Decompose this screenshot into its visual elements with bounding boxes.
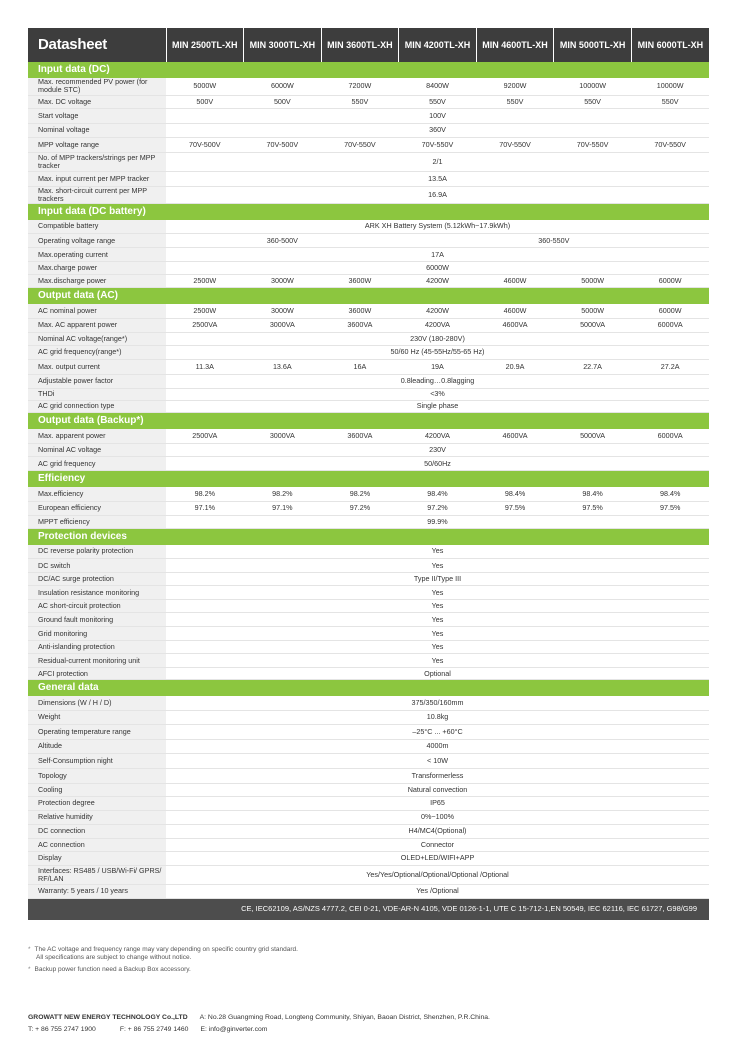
- spec-row: [28, 374, 709, 388]
- spec-value: Yes: [166, 559, 709, 573]
- spec-value: Yes: [166, 545, 709, 559]
- certifications-row: [28, 898, 709, 920]
- section-title: Output data (AC): [28, 288, 709, 305]
- spec-value: 230V (180-280V): [166, 332, 709, 345]
- spec-label: Cooling: [28, 783, 166, 796]
- spec-row: [28, 865, 709, 884]
- spec-value: 2/1: [166, 152, 709, 171]
- spec-value: Yes /Optional: [166, 884, 709, 898]
- spec-value: 4200VA: [399, 318, 477, 332]
- spec-label: Max.charge power: [28, 262, 166, 275]
- section-title: Input data (DC): [28, 62, 709, 78]
- spec-label: MPPT efficiency: [28, 515, 166, 528]
- footnote-text: The AC voltage and frequency range may vary depending on specific country grid standard.: [34, 946, 298, 953]
- spec-row: [28, 824, 709, 838]
- spec-value: 7200W: [321, 78, 399, 95]
- spec-label: Grid monitoring: [28, 627, 166, 641]
- spec-label: Max. recommended PV power (for module STC): [28, 78, 166, 95]
- spec-label: Relative humidity: [28, 810, 166, 824]
- spec-row: [28, 457, 709, 471]
- spec-row: [28, 573, 709, 586]
- spec-label: Nominal AC voltage(range*): [28, 332, 166, 345]
- spec-value: 6000VA: [631, 429, 709, 444]
- spec-row: [28, 654, 709, 668]
- spec-value: 98.2%: [321, 487, 399, 501]
- spec-value: 4600W: [476, 304, 554, 318]
- section-title: Efficiency: [28, 471, 709, 488]
- spec-label: AC grid frequency(range*): [28, 345, 166, 359]
- section-header: [28, 62, 709, 78]
- spec-value: 70V-550V: [321, 137, 399, 152]
- spec-row: [28, 586, 709, 600]
- spec-label: Max. DC voltage: [28, 95, 166, 108]
- spec-value: Yes/Yes/Optional/Optional/Optional /Optional: [166, 865, 709, 884]
- spec-value: 360-500V: [166, 234, 399, 248]
- spec-value: 3600W: [321, 304, 399, 318]
- spec-label: Anti-islanding protection: [28, 641, 166, 654]
- footnotes: [28, 946, 298, 978]
- spec-value: 17A: [166, 248, 709, 262]
- section-header: [28, 412, 709, 429]
- spec-label: Residual-current monitoring unit: [28, 654, 166, 668]
- footnote-marker: *: [28, 946, 31, 953]
- spec-value: Yes: [166, 613, 709, 627]
- spec-row: [28, 359, 709, 374]
- spec-value: 360-550V: [399, 234, 709, 248]
- spec-value: Type II/Type III: [166, 573, 709, 586]
- spec-value: 13.6A: [244, 359, 322, 374]
- spec-value: 360V: [166, 123, 709, 137]
- spec-row: [28, 710, 709, 724]
- section-header: [28, 471, 709, 488]
- spec-value: 98.4%: [476, 487, 554, 501]
- spec-value: 5000W: [554, 304, 632, 318]
- model-header: MIN 5000TL-XH: [554, 28, 632, 62]
- spec-row: [28, 220, 709, 234]
- spec-value: Transformerless: [166, 768, 709, 783]
- spec-row: [28, 78, 709, 95]
- spec-row: [28, 248, 709, 262]
- model-header: MIN 3600TL-XH: [321, 28, 399, 62]
- spec-label: Max. output current: [28, 359, 166, 374]
- spec-label: Dimensions (W / H / D): [28, 696, 166, 710]
- spec-table: [28, 28, 709, 920]
- spec-row: [28, 108, 709, 123]
- spec-row: [28, 739, 709, 753]
- spec-value: 3000VA: [244, 318, 322, 332]
- spec-value: 70V-550V: [476, 137, 554, 152]
- datasheet-title: Datasheet: [28, 28, 166, 62]
- spec-value: 98.2%: [166, 487, 244, 501]
- spec-value: 3000W: [244, 275, 322, 288]
- spec-value: 6000W: [631, 304, 709, 318]
- spec-value: Yes: [166, 654, 709, 668]
- spec-label: MPP voltage range: [28, 137, 166, 152]
- spec-value: 4600VA: [476, 318, 554, 332]
- spec-value: OLED+LED/WIFI+APP: [166, 851, 709, 865]
- spec-value: 550V: [476, 95, 554, 108]
- spec-label: DC connection: [28, 824, 166, 838]
- spec-row: [28, 388, 709, 400]
- spec-value: 10.8kg: [166, 710, 709, 724]
- spec-row: [28, 501, 709, 515]
- spec-value: 4200W: [399, 304, 477, 318]
- spec-label: Max. input current per MPP tracker: [28, 171, 166, 186]
- spec-row: [28, 851, 709, 865]
- spec-value: 4200W: [399, 275, 477, 288]
- spec-row: [28, 838, 709, 851]
- spec-value: Yes: [166, 627, 709, 641]
- spec-row: [28, 137, 709, 152]
- spec-value: ARK XH Battery System (5.12kWh~17.9kWh): [166, 220, 709, 234]
- spec-value: 70V-550V: [399, 137, 477, 152]
- spec-value: Yes: [166, 600, 709, 613]
- spec-label: Nominal AC voltage: [28, 444, 166, 457]
- company-fax: F: + 86 755 2749 1460: [119, 1026, 189, 1033]
- spec-value: H4/MC4(Optional): [166, 824, 709, 838]
- footnote-text: Backup power function need a Backup Box accessory.: [34, 966, 191, 973]
- spec-value: 98.4%: [554, 487, 632, 501]
- spec-value: 20.9A: [476, 359, 554, 374]
- header-row: [28, 28, 709, 62]
- spec-value: 98.4%: [631, 487, 709, 501]
- company-tel: T: + 86 755 2747 1900: [28, 1026, 96, 1033]
- spec-value: 5000W: [166, 78, 244, 95]
- spec-value: 4200VA: [399, 429, 477, 444]
- spec-row: [28, 810, 709, 824]
- spec-value: 70V-500V: [244, 137, 322, 152]
- spec-value: 10000W: [554, 78, 632, 95]
- spec-label: AC grid connection type: [28, 400, 166, 412]
- spec-row: [28, 332, 709, 345]
- spec-value: 97.5%: [631, 501, 709, 515]
- spec-value: 97.5%: [476, 501, 554, 515]
- spec-value: 0.8leading…0.8lagging: [166, 374, 709, 388]
- spec-value: 0%~100%: [166, 810, 709, 824]
- spec-row: [28, 304, 709, 318]
- spec-label: DC/AC surge protection: [28, 573, 166, 586]
- spec-value: 70V-550V: [554, 137, 632, 152]
- spec-value: –25°C ... +60°C: [166, 724, 709, 739]
- spec-value: 550V: [631, 95, 709, 108]
- spec-value: 16.9A: [166, 186, 709, 203]
- spec-label: Max.discharge power: [28, 275, 166, 288]
- datasheet: [28, 28, 709, 920]
- spec-label: Max. apparent power: [28, 429, 166, 444]
- spec-label: Max. AC apparent power: [28, 318, 166, 332]
- spec-value: 500V: [166, 95, 244, 108]
- section-title: Output data (Backup*): [28, 412, 709, 429]
- spec-value: 550V: [554, 95, 632, 108]
- spec-value: Single phase: [166, 400, 709, 412]
- spec-value: 550V: [399, 95, 477, 108]
- spec-row: [28, 753, 709, 768]
- spec-label: Display: [28, 851, 166, 865]
- spec-value: 3600W: [321, 275, 399, 288]
- spec-value: 375/350/160mm: [166, 696, 709, 710]
- spec-label: Altitude: [28, 739, 166, 753]
- section-title: Input data (DC battery): [28, 203, 709, 220]
- spec-label: Compatible battery: [28, 220, 166, 234]
- spec-value: 16A: [321, 359, 399, 374]
- spec-row: [28, 627, 709, 641]
- spec-row: [28, 186, 709, 203]
- spec-value: 6000W: [631, 275, 709, 288]
- model-header: MIN 3000TL-XH: [244, 28, 322, 62]
- spec-value: 5000VA: [554, 429, 632, 444]
- spec-row: [28, 318, 709, 332]
- spec-value: Optional: [166, 668, 709, 680]
- spec-value: Connector: [166, 838, 709, 851]
- spec-value: 4000m: [166, 739, 709, 753]
- spec-label: AC nominal power: [28, 304, 166, 318]
- spec-label: AC short-circuit protection: [28, 600, 166, 613]
- spec-value: 70V-550V: [631, 137, 709, 152]
- spec-value: 550V: [321, 95, 399, 108]
- spec-value: 97.2%: [321, 501, 399, 515]
- spec-row: [28, 724, 709, 739]
- spec-value: 6000W: [166, 262, 709, 275]
- footnote-text: All specifications are subject to change without notice.: [36, 954, 192, 961]
- section-header: [28, 203, 709, 220]
- spec-value: Yes: [166, 641, 709, 654]
- spec-value: 9200W: [476, 78, 554, 95]
- spec-label: DC reverse polarity protection: [28, 545, 166, 559]
- spec-label: AC connection: [28, 838, 166, 851]
- spec-value: 230V: [166, 444, 709, 457]
- spec-label: Weight: [28, 710, 166, 724]
- spec-value: 98.4%: [399, 487, 477, 501]
- spec-row: [28, 95, 709, 108]
- spec-value: 97.1%: [244, 501, 322, 515]
- spec-value: 6000VA: [631, 318, 709, 332]
- section-title: Protection devices: [28, 528, 709, 545]
- spec-value: 2500VA: [166, 429, 244, 444]
- spec-value: 50/60 Hz (45-55Hz/55-65 Hz): [166, 345, 709, 359]
- model-header: MIN 4600TL-XH: [476, 28, 554, 62]
- spec-label: No. of MPP trackers/strings per MPP tracker: [28, 152, 166, 171]
- spec-row: [28, 429, 709, 444]
- company-email: E: info@ginverter.com: [200, 1026, 268, 1033]
- spec-label: Max. short-circuit current per MPP trackers: [28, 186, 166, 203]
- spec-label: European efficiency: [28, 501, 166, 515]
- certifications: CE, IEC62109, AS/NZS 4777.2, CEI 0-21, VDE-AR-N 4105, VDE 0126-1-1, UTE C 15-712-1,EN 50549, IEC 62116, IEC 61727, G98/G99: [28, 898, 709, 920]
- spec-label: Adjustable power factor: [28, 374, 166, 388]
- spec-label: THDi: [28, 388, 166, 400]
- spec-value: 100V: [166, 108, 709, 123]
- spec-row: [28, 152, 709, 171]
- spec-label: Topology: [28, 768, 166, 783]
- section-header: [28, 288, 709, 305]
- footnote-marker: *: [28, 966, 31, 973]
- spec-label: AC grid frequency: [28, 457, 166, 471]
- spec-value: 97.5%: [554, 501, 632, 515]
- spec-label: Operating voltage range: [28, 234, 166, 248]
- spec-value: 70V-500V: [166, 137, 244, 152]
- spec-row: [28, 400, 709, 412]
- spec-value: 13.5A: [166, 171, 709, 186]
- spec-row: [28, 262, 709, 275]
- spec-value: 3600VA: [321, 318, 399, 332]
- spec-label: Interfaces: RS485 / USB/Wi-Fi/ GPRS/ RF/LAN: [28, 865, 166, 884]
- spec-label: Protection degree: [28, 796, 166, 810]
- spec-value: 98.2%: [244, 487, 322, 501]
- spec-row: [28, 768, 709, 783]
- spec-row: [28, 641, 709, 654]
- spec-value: 5000W: [554, 275, 632, 288]
- spec-value: 3000W: [244, 304, 322, 318]
- footnote: [28, 966, 298, 974]
- spec-row: [28, 696, 709, 710]
- spec-value: IP65: [166, 796, 709, 810]
- spec-value: <3%: [166, 388, 709, 400]
- spec-row: [28, 515, 709, 528]
- spec-value: Natural convection: [166, 783, 709, 796]
- spec-label: Max.efficiency: [28, 487, 166, 501]
- spec-value: 500V: [244, 95, 322, 108]
- spec-value: Yes: [166, 586, 709, 600]
- spec-value: 3600VA: [321, 429, 399, 444]
- spec-value: 4600W: [476, 275, 554, 288]
- spec-row: [28, 600, 709, 613]
- spec-value: 8400W: [399, 78, 477, 95]
- spec-row: [28, 275, 709, 288]
- footnote: [28, 946, 298, 962]
- spec-value: 22.7A: [554, 359, 632, 374]
- spec-label: Self-Consumption night: [28, 753, 166, 768]
- spec-value: 97.2%: [399, 501, 477, 515]
- spec-value: < 10W: [166, 753, 709, 768]
- section-title: General data: [28, 680, 709, 697]
- spec-value: 2500VA: [166, 318, 244, 332]
- spec-row: [28, 668, 709, 680]
- spec-label: Start voltage: [28, 108, 166, 123]
- spec-label: Nominal voltage: [28, 123, 166, 137]
- spec-label: Warranty: 5 years / 10 years: [28, 884, 166, 898]
- spec-value: 11.3A: [166, 359, 244, 374]
- spec-row: [28, 796, 709, 810]
- spec-row: [28, 545, 709, 559]
- spec-label: Ground fault monitoring: [28, 613, 166, 627]
- spec-value: 50/60Hz: [166, 457, 709, 471]
- section-header: [28, 680, 709, 697]
- spec-row: [28, 559, 709, 573]
- spec-value: 5000VA: [554, 318, 632, 332]
- spec-row: [28, 487, 709, 501]
- spec-value: 2500W: [166, 304, 244, 318]
- spec-label: DC switch: [28, 559, 166, 573]
- spec-label: Insulation resistance monitoring: [28, 586, 166, 600]
- spec-row: [28, 123, 709, 137]
- spec-value: 97.1%: [166, 501, 244, 515]
- model-header: MIN 4200TL-XH: [399, 28, 477, 62]
- spec-value: 4600VA: [476, 429, 554, 444]
- company-address: A: No.28 Guangming Road, Longteng Community, Shiyan, Baoan District, Shenzhen, P.R.China.: [199, 1014, 490, 1021]
- model-header: MIN 6000TL-XH: [631, 28, 709, 62]
- spec-value: 3000VA: [244, 429, 322, 444]
- spec-value: 10000W: [631, 78, 709, 95]
- spec-row: [28, 345, 709, 359]
- company-name: GROWATT NEW ENERGY TECHNOLOGY Co.,LTD: [28, 1014, 188, 1021]
- section-header: [28, 528, 709, 545]
- spec-row: [28, 783, 709, 796]
- model-header: MIN 2500TL-XH: [166, 28, 244, 62]
- spec-label: AFCI protection: [28, 668, 166, 680]
- spec-row: [28, 613, 709, 627]
- spec-label: Operating temperature range: [28, 724, 166, 739]
- company-info: [28, 1012, 718, 1036]
- spec-row: [28, 884, 709, 898]
- spec-row: [28, 234, 709, 248]
- spec-value: 19A: [399, 359, 477, 374]
- spec-value: 99.9%: [166, 515, 709, 528]
- spec-value: 6000W: [244, 78, 322, 95]
- spec-row: [28, 171, 709, 186]
- spec-value: 27.2A: [631, 359, 709, 374]
- spec-label: Max.operating current: [28, 248, 166, 262]
- spec-row: [28, 444, 709, 457]
- spec-value: 2500W: [166, 275, 244, 288]
